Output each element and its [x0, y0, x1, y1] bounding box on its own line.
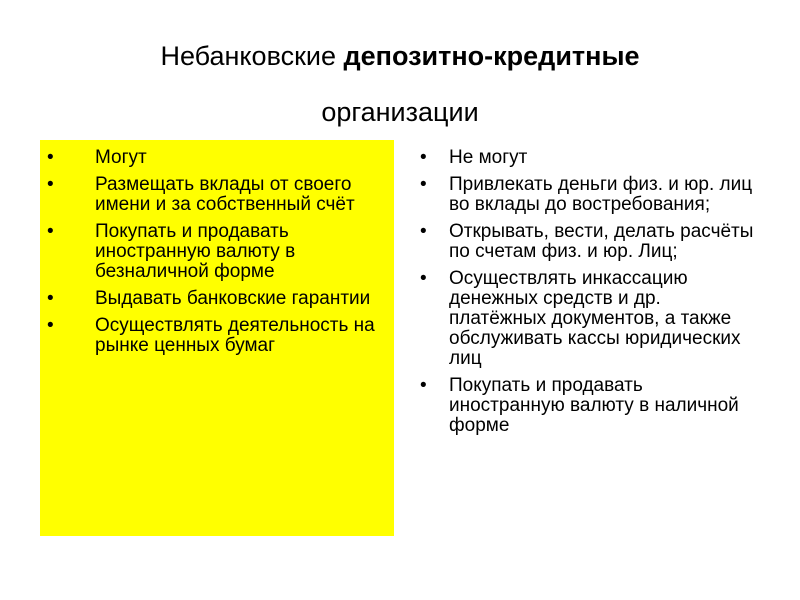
title-part-regular: Небанковские: [160, 41, 344, 71]
left-list-item: [40, 222, 394, 282]
bullet-icon: •: [47, 174, 54, 195]
left-list-item: [40, 148, 394, 168]
left-list-item: [40, 175, 394, 215]
slide-title: [0, 28, 800, 140]
bullet-icon: •: [420, 174, 427, 195]
bullet-icon: •: [47, 315, 54, 336]
left-list-item: [40, 289, 394, 309]
bullet-icon: •: [47, 221, 54, 242]
title-part-bold: депозитно-кредитные: [343, 41, 640, 71]
left-list-item-text: Выдавать банковские гарантии: [95, 288, 371, 309]
title-line-2: организации: [321, 97, 479, 127]
left-column-can: [40, 140, 394, 536]
bullet-icon: •: [420, 375, 427, 396]
right-list-item-text: Не могут: [449, 147, 528, 168]
right-list-item-text: Покупать и продавать иностранную валюту в наличной форме: [449, 375, 739, 436]
left-list: [40, 148, 394, 356]
left-list-item-text: Размещать вклады от своего имени и за собственный счёт: [95, 174, 355, 215]
right-list-item-text: Осуществлять инкассацию денежных средств и др. платёжных документов, а также обслуживать кассы юридических лиц: [449, 268, 741, 369]
right-list-item: [406, 376, 766, 436]
right-list-item-text: Привлекать деньги физ. и юр. лиц во вклады до востребования;: [449, 174, 753, 215]
title-line-1: [0, 28, 800, 84]
right-list-item: [406, 269, 766, 369]
right-column-cannot: [406, 140, 766, 536]
bullet-icon: •: [420, 268, 427, 289]
right-list-item: [406, 175, 766, 215]
right-list-item-text: Открывать, вести, делать расчёты по счетам физ. и юр. Лиц;: [449, 221, 754, 262]
bullet-icon: •: [420, 221, 427, 242]
left-list-item-text: Могут: [95, 147, 147, 168]
bullet-icon: •: [47, 147, 54, 168]
right-list-item: [406, 148, 766, 168]
right-list: [406, 148, 766, 436]
bullet-icon: •: [47, 288, 54, 309]
left-list-item-text: Покупать и продавать иностранную валюту в безналичной форме: [95, 221, 296, 282]
left-list-item-text: Осуществлять деятельность на рынке ценных бумаг: [95, 315, 375, 356]
right-list-item: [406, 222, 766, 262]
left-list-item: [40, 316, 394, 356]
bullet-icon: •: [420, 147, 427, 168]
